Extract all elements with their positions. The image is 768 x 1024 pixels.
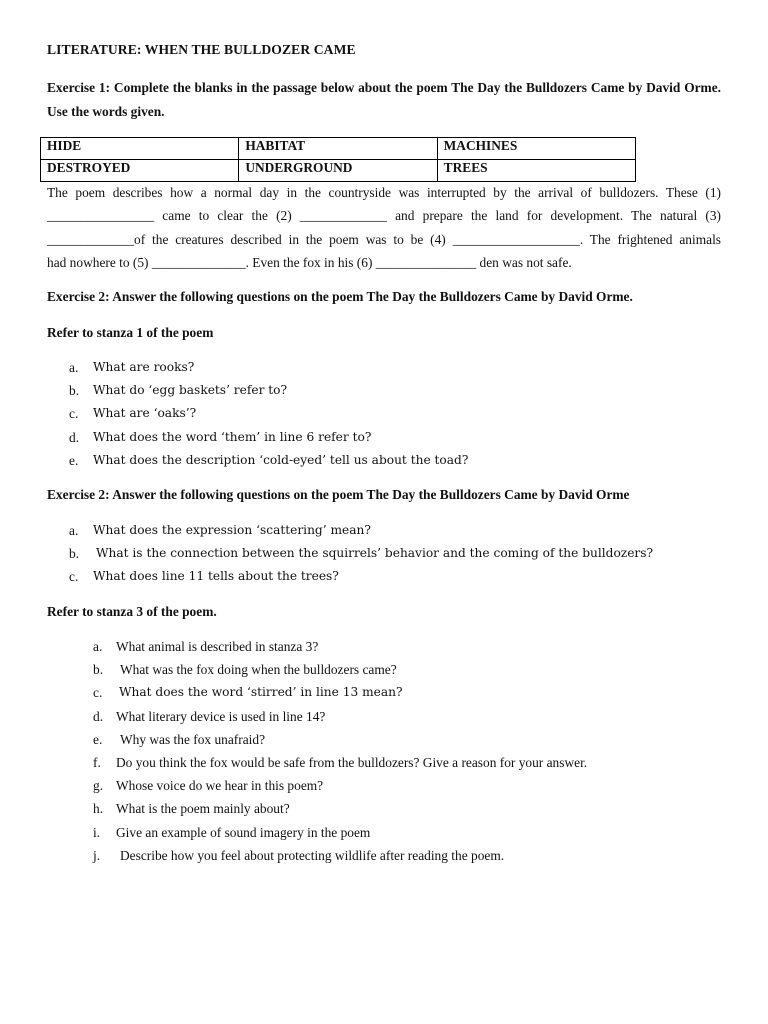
- fill-in-passage: [47, 181, 721, 274]
- word-cell: DESTROYED: [41, 160, 239, 182]
- question-text: What does the word ‘them’ in line 6 refer to?: [93, 429, 372, 444]
- word-cell: HABITAT: [239, 138, 437, 160]
- question-text: What does the word ‘stirred’ in line 13 mean?: [119, 685, 403, 700]
- list-marker: j.: [93, 847, 101, 863]
- question-text: What are ‘oaks’?: [93, 406, 197, 421]
- list-marker: f.: [93, 754, 101, 770]
- exercise-1-heading: Exercise 1: Complete the blanks in the passage below about the poem The Day the Bulldozers Came by David Orme. Use the words given.: [47, 80, 721, 119]
- question-text: What are rooks?: [93, 360, 195, 374]
- question-text: Give an example of sound imagery in the poem: [116, 824, 371, 840]
- list-marker: e.: [93, 731, 103, 747]
- word-bank-table: [40, 137, 636, 182]
- question-text: Whose voice do we hear in this poem?: [116, 778, 324, 794]
- list-marker: e.: [69, 452, 79, 468]
- word-cell: UNDERGROUND: [239, 160, 437, 182]
- page-title: LITERATURE: WHEN THE BULLDOZER CAME: [47, 42, 356, 57]
- list-marker: a.: [69, 360, 79, 375]
- word-cell: TREES: [437, 160, 635, 182]
- list-marker: a.: [93, 639, 103, 654]
- list-marker: i.: [93, 824, 101, 840]
- question-text: What animal is described in stanza 3?: [116, 639, 319, 654]
- list-marker: g.: [93, 778, 104, 794]
- stanza-1-subheading: Refer to stanza 1 of the poem: [47, 325, 214, 340]
- list-marker: d.: [93, 708, 104, 724]
- question-text: Why was the fox unafraid?: [120, 731, 266, 747]
- question-text: What does the description ‘cold-eyed’ tell us about the toad?: [93, 452, 469, 467]
- stanza-3-heading: Refer to stanza 3 of the poem.: [47, 604, 217, 619]
- list-marker: h.: [93, 801, 104, 817]
- question-text: What is the connection between the squirrels’ behavior and the coming of the bulldozers?: [96, 546, 654, 561]
- table-row: [41, 138, 636, 160]
- list-marker: c.: [93, 685, 103, 701]
- question-text: What is the poem mainly about?: [116, 801, 290, 817]
- passage-line: _____________of the creatures described in the poem was to be (4) ___________________. The frightened animals: [47, 231, 721, 247]
- exercise-2-heading: Exercise 2: Answer the following questions on the poem The Day the Bulldozers Came by David Orme.: [47, 289, 633, 304]
- question-text: Do you think the fox would be safe from the bulldozers? Give a reason for your answer.: [116, 754, 588, 770]
- list-marker: c.: [69, 406, 79, 422]
- passage-line: had nowhere to (5) ______________. Even the fox in his (6) _______________ den was not safe.: [47, 254, 572, 270]
- question-text: What do ‘egg baskets’ refer to?: [93, 383, 288, 398]
- passage-line: The poem describes how a normal day in the countryside was interrupted by the arrival of bulldozers. These (1): [47, 185, 721, 200]
- table-row: [41, 160, 636, 182]
- list-marker: c.: [69, 569, 79, 585]
- list-marker: b.: [93, 662, 104, 678]
- list-marker: a.: [69, 523, 79, 538]
- list-marker: b.: [69, 546, 80, 562]
- question-text: Describe how you feel about protecting wildlife after reading the poem.: [120, 847, 505, 863]
- list-marker: b.: [69, 383, 80, 399]
- exercise-2-repeat-heading: Exercise 2: Answer the following questions on the poem The Day the Bulldozers Came by David Orme: [47, 487, 630, 502]
- word-cell: MACHINES: [437, 138, 635, 160]
- list-marker: d.: [69, 429, 80, 445]
- question-text: What does the expression ‘scattering’ mean?: [93, 523, 371, 537]
- word-cell: HIDE: [41, 138, 239, 160]
- question-text: What does line 11 tells about the trees?: [93, 569, 339, 584]
- passage-line: ________________ came to clear the (2) _____________ and prepare the land for development. The natural (3): [47, 208, 721, 224]
- question-text: What literary device is used in line 14?: [116, 708, 326, 724]
- question-text: What was the fox doing when the bulldozers came?: [120, 662, 397, 678]
